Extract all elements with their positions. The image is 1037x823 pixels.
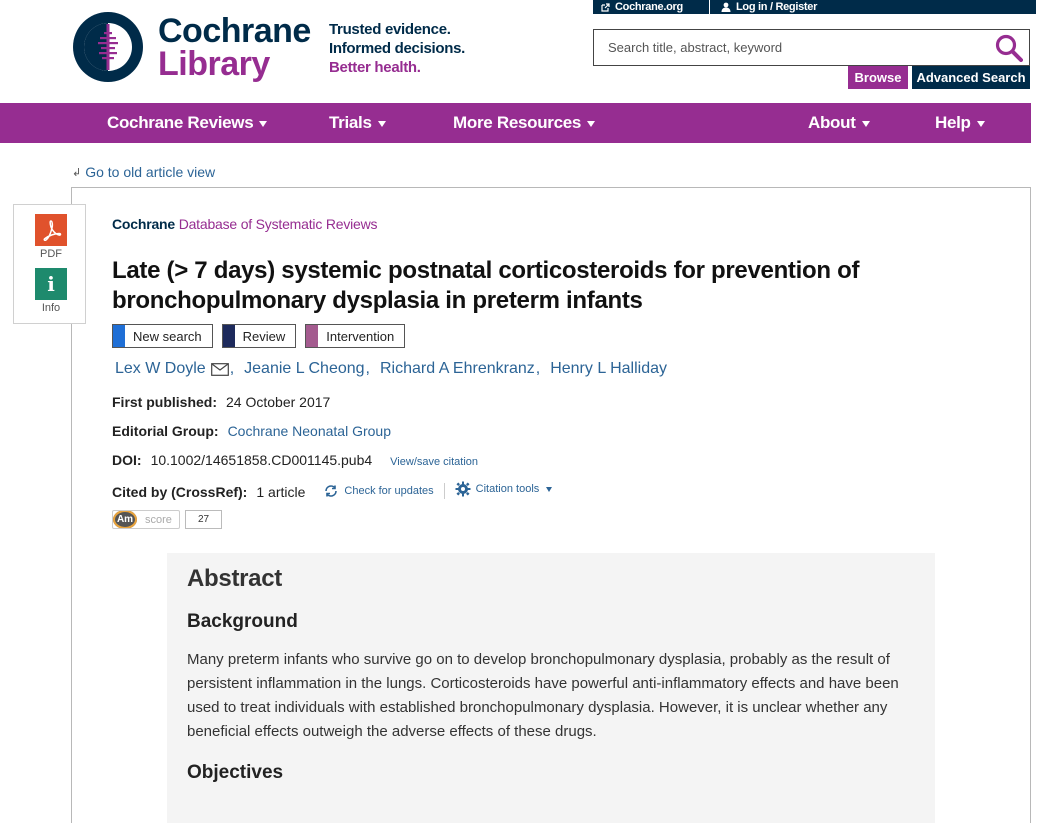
search-icon — [995, 34, 1023, 62]
badge-label: Intervention — [326, 328, 395, 344]
cochrane-library-logo[interactable] — [71, 10, 311, 84]
nav-trials[interactable] — [329, 103, 386, 143]
abstract-heading: Abstract — [187, 565, 282, 592]
caret-down-icon — [862, 121, 870, 127]
nav-cochrane-reviews[interactable] — [107, 103, 267, 143]
altmetric-widget[interactable] — [112, 510, 222, 529]
nav-help-label: Help — [935, 113, 971, 132]
return-arrow-icon: ↲ — [72, 166, 82, 179]
refresh-icon — [323, 485, 339, 497]
altmetric-donut-icon: Am — [113, 510, 137, 529]
external-link-icon — [601, 3, 610, 12]
logo-word-library: Library — [158, 44, 270, 83]
info-label: Info — [41, 302, 61, 314]
nav-help[interactable] — [935, 103, 985, 143]
check-for-updates-label: Check for updates — [344, 485, 434, 497]
nav-cochrane-reviews-label: Cochrane Reviews — [107, 113, 254, 132]
author-link[interactable]: Jeanie L Cheong — [244, 360, 365, 377]
cochrane-logo-icon — [71, 10, 145, 84]
nav-trials-label: Trials — [329, 113, 372, 132]
pdf-label: PDF — [40, 248, 62, 260]
first-published-row — [112, 394, 330, 410]
browse-button[interactable]: Browse — [848, 66, 908, 89]
abstract-section — [167, 553, 935, 823]
editorial-group-link[interactable]: Cochrane Neonatal Group — [227, 423, 391, 439]
tagline — [329, 20, 465, 77]
logo-word-cochrane: Cochrane — [158, 11, 311, 50]
badge-review — [222, 324, 297, 348]
author-link[interactable]: Henry L Halliday — [550, 360, 667, 377]
badge-label: Review — [242, 328, 286, 344]
objectives-heading: Objectives — [187, 762, 284, 783]
author-separator: , — [365, 360, 370, 377]
login-register-link[interactable] — [710, 0, 817, 14]
nav-about-label: About — [808, 113, 856, 132]
login-register-label: Log in / Register — [736, 1, 818, 13]
tagline-line-2: Informed decisions. — [329, 40, 465, 57]
first-published-label: First published: — [112, 394, 217, 410]
first-published-value: 24 October 2017 — [226, 394, 331, 410]
database-name — [112, 216, 377, 232]
altmetric-score-label: score — [145, 513, 172, 526]
badge-intervention — [305, 324, 405, 348]
altmetric-badge — [112, 510, 180, 529]
search-input[interactable] — [594, 30, 989, 65]
nav-more-resources-label: More Resources — [453, 113, 582, 132]
cited-by-value[interactable]: 1 article — [256, 484, 306, 500]
cited-by-label: Cited by (CrossRef): — [112, 484, 248, 500]
info-icon: i — [35, 268, 67, 300]
author-list — [115, 360, 667, 378]
editorial-group-row — [112, 423, 391, 439]
check-for-updates-link[interactable] — [323, 485, 433, 497]
article-title: Late (> 7 days) systemic postnatal corticosteroids for prevention of bronchopulmonary dysplasia in preterm infants — [112, 257, 860, 314]
search-box — [593, 29, 1030, 66]
gear-icon — [455, 481, 471, 497]
tagline-line-1: Trusted evidence. — [329, 21, 451, 38]
nav-more-resources[interactable] — [453, 103, 595, 143]
article-tools-panel — [13, 204, 86, 324]
caret-down-icon — [587, 121, 595, 127]
badge-label: New search — [133, 328, 202, 344]
citation-tools-menu[interactable] — [455, 481, 553, 497]
user-icon — [721, 2, 731, 12]
doi-row — [112, 452, 478, 468]
search-button[interactable] — [989, 30, 1029, 65]
main-nav — [0, 103, 1031, 143]
cochrane-org-link[interactable] — [593, 0, 710, 14]
altmetric-score-value: 27 — [185, 510, 222, 529]
utility-bar — [593, 0, 1036, 14]
author-separator: , — [535, 360, 541, 377]
info-tool[interactable] — [35, 268, 67, 314]
badge-color-bar — [223, 325, 235, 347]
author-link[interactable]: Richard A Ehrenkranz — [380, 360, 535, 377]
badge-color-bar — [113, 325, 125, 347]
doi-value: 10.1002/14651858.CD001145.pub4 — [150, 452, 373, 468]
tagline-line-3: Better health. — [329, 59, 421, 76]
email-icon[interactable] — [211, 363, 229, 376]
caret-down-icon — [546, 487, 552, 492]
author-separator: , — [229, 360, 235, 377]
pdf-tool[interactable] — [35, 214, 67, 260]
background-text: Many preterm infants who survive go on to develop bronchopulmonary dysplasia, probably as the result of persistent inflammation in the lungs. Corticosteroids have powerful anti-inflammatory effects and have been used to treat individuals with established bronchopulmonary dysplasia. However, it is unclear whether any beneficial effects outweigh the adverse effects of these drugs. — [187, 651, 899, 740]
caret-down-icon — [977, 121, 985, 127]
advanced-search-button[interactable]: Advanced Search — [912, 66, 1030, 89]
pdf-icon — [35, 214, 67, 246]
view-save-citation-link[interactable]: View/save citation — [390, 456, 479, 468]
article-badges — [112, 324, 405, 348]
badge-color-bar — [306, 325, 318, 347]
background-heading: Background — [187, 611, 298, 632]
old-article-view-link[interactable] — [72, 164, 215, 180]
cited-by-row — [112, 481, 552, 500]
caret-down-icon — [378, 121, 386, 127]
cochrane-org-label: Cochrane.org — [615, 1, 683, 13]
caret-down-icon — [259, 121, 267, 127]
divider — [444, 483, 445, 499]
doi-label: DOI: — [112, 452, 142, 468]
author-link[interactable]: Lex W Doyle — [115, 360, 206, 377]
citation-tools-label: Citation tools — [475, 483, 540, 495]
nav-about[interactable] — [808, 103, 870, 143]
editorial-group-label: Editorial Group: — [112, 423, 219, 439]
database-name-rest: Database of Systematic Reviews — [178, 216, 378, 232]
database-name-brand: Cochrane — [112, 216, 175, 232]
old-article-view-label: Go to old article view — [85, 164, 216, 180]
badge-new-search — [112, 324, 213, 348]
